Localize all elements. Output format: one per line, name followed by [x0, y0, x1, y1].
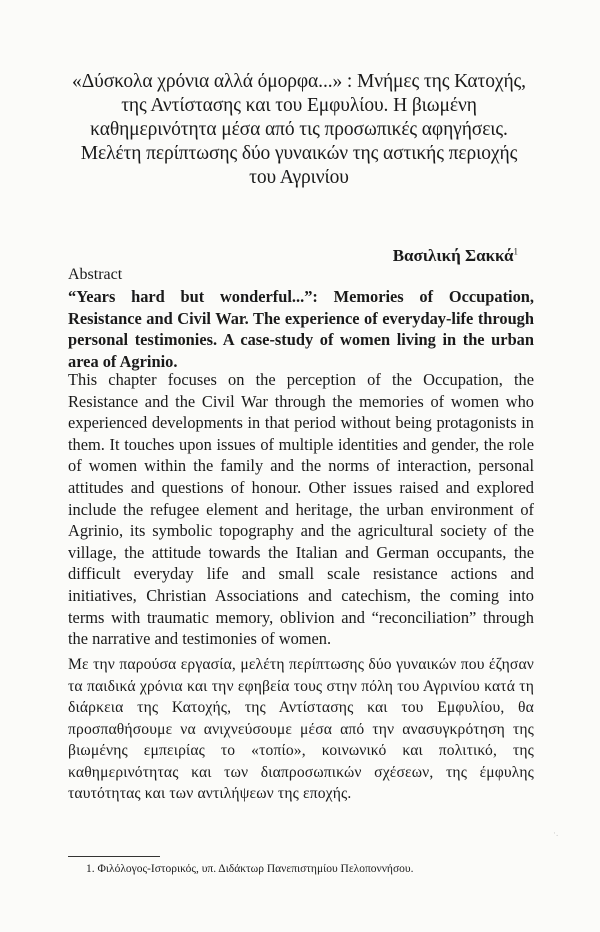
footnote: 1. Φιλόλογος-Ιστορικός, υπ. Διδάκτωρ Πανεπιστημίου Πελοποννήσου. — [86, 863, 414, 875]
author-name-text: Βασιλική Σακκά — [392, 246, 514, 265]
footnote-marker[interactable]: 1 — [513, 246, 518, 257]
abstract-body: This chapter focuses on the perception of the Occupation, the Resistance and the Civil War through the memories of women who experienced developments in that period without being protagonists in them. It touches upon issues of multiple identities and gender, the role of women within the family and the norms of interaction, personal attitudes and questions of honour. Other issues raised and explored include the refugee element and heritage, the urban environment of Agrinio, its symbolic topography and the agricultural society of the village, the attitude towards the Italian and German occupants, the difficult everyday life and small scale resistance actions and initiatives, Christian Associations and catechism, the coming into terms with traumatic memory, oblivion and “reconciliation” through the narrative and testimonies of women. — [68, 370, 534, 649]
intro-paragraph: Με την παρούσα εργασία, μελέτη περίπτωσης δύο γυναικών που έζησαν τα παιδικά χρόνια και την εφηβεία τους στην πόλη του Αγρινίου κατά τη διάρκεια της Κατοχής, της Αντίστασης και του Εμφυλίου, θα προσπαθήσουμε να ανιχνεύσουμε μέσα από την ανασυγκρότηση της βιωμένης εμπειρίας το «τοπίο», κοινωνικό και πολιτικό, της καθημερινότητας και των διαπροσωπικών σχέσεων, της έμφυλης ταυτότητας και των αντιλήψεων της εποχής. — [68, 656, 534, 802]
abstract-label: Abstract — [68, 266, 123, 283]
author-name — [393, 246, 518, 266]
article-title: «Δύσκολα χρόνια αλλά όμορφα...» : Μνήμες της Κατοχής, της Αντίστασης και του Εμφυλίου. Η βιωμένη καθημερινότητα μέσα από τις προσωπικές αφηγήσεις. Μελέτη περίπτωσης δύο γυναικών της αστικής περιοχής του Αγρινίου — [72, 71, 526, 188]
abstract-title: “Years hard but wonderful...”: Memories of Occupation, Resistance and Civil War. The experience of everyday-life through personal testimonies. A case-study of women living in the urban area of Agrinio. — [68, 287, 534, 371]
scan-speck: ·. — [553, 828, 559, 838]
footnote-divider — [68, 856, 160, 857]
